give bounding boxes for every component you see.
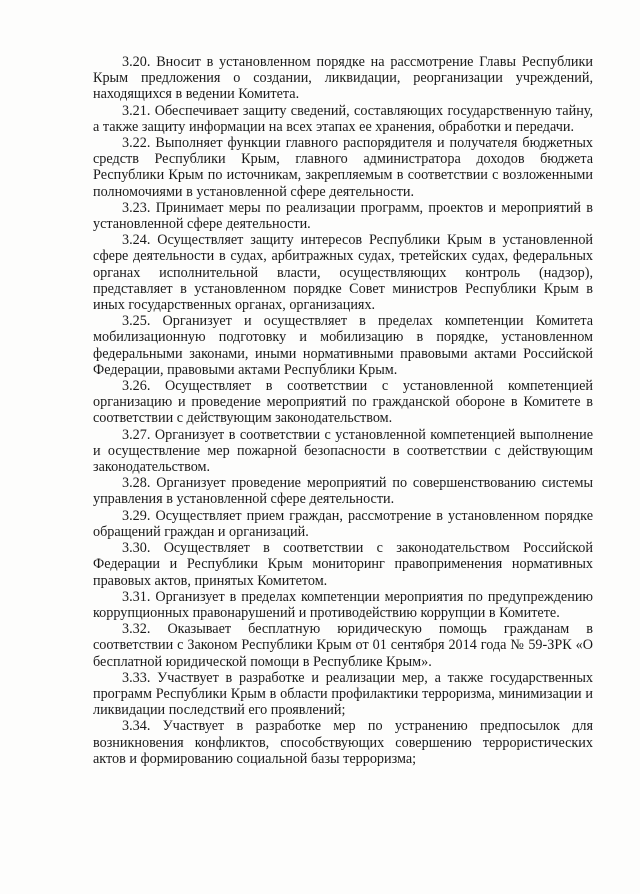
paragraph-3-24 (93, 232, 593, 313)
paragraph-number: 3.25. (122, 313, 151, 330)
paragraph-3-23 (93, 200, 593, 232)
paragraph-number: 3.31. (122, 588, 151, 605)
paragraph-text: Организует и осуществляет в пределах компетенции Комитета мобилизационную подготовку и мобилизацию в порядке, установленном федеральными законами, иными нормативными правовыми актами Российской Федерации, правовыми актами Республики Крым. (93, 313, 594, 378)
paragraph-number: 3.23. (122, 199, 151, 216)
paragraph-text: Организует проведение мероприятий по совершенствованию системы управления в установленной сфере деятельности. (93, 475, 593, 508)
paragraph-3-22 (93, 135, 593, 200)
paragraph-number: 3.34. (122, 718, 151, 735)
paragraph-text: Принимает меры по реализации программ, проектов и мероприятий в установленной сфере деятельности. (93, 199, 594, 233)
paragraph-3-20 (93, 54, 593, 103)
paragraph-number: 3.33. (122, 669, 151, 686)
paragraph-text: Осуществляет в соответствии с законодательством Российской Федерации и Республики Крым мониторинг правоприменения нормативных правовых актов, принятых Комитетом. (93, 540, 593, 589)
paragraph-text: Организует в пределах компетенции мероприятия по предупреждению коррупционных правонарушений и противодействию коррупции в Комитете. (93, 588, 594, 621)
paragraph-number: 3.30. (122, 540, 151, 557)
paragraph-3-30 (93, 540, 593, 589)
paragraph-3-34 (93, 718, 593, 767)
paragraph-number: 3.27. (122, 426, 151, 443)
paragraph-text: Организует в соответствии с установленной компетенцией выполнение и осуществление мер пожарной безопасности в соответствии с действующим законодательством. (93, 426, 593, 476)
paragraph-number: 3.28. (122, 475, 151, 492)
paragraph-text: Осуществляет защиту интересов Республики Крым в установленной сфере деятельности в судах, арбитражных судах, третейских судах, федеральных органах исполнительной власти, осуществляющих контроль (надзор), представляет в установленном порядке Совет министров Республики Крым в иных государственных органах, организациях. (93, 232, 594, 314)
document-body (93, 54, 593, 767)
paragraph-text: Осуществляет в соответствии с установленной компетенцией организацию и проведение мероприятий по гражданской обороне в Комитете в соответствии с действующим законодательством. (93, 378, 593, 427)
paragraph-number: 3.22. (122, 135, 151, 152)
paragraph-3-33 (93, 670, 593, 719)
paragraph-3-29 (93, 508, 593, 540)
paragraph-3-25 (93, 313, 593, 378)
paragraph-number: 3.20. (122, 54, 151, 70)
paragraph-number: 3.24. (122, 232, 151, 249)
paragraph-text: Вносит в установленном порядке на рассмотрение Главы Республики Крым предложения о создании, ликвидации, реорганизации учреждений, находящихся в ведении Комитета. (93, 54, 594, 103)
paragraph-3-27 (93, 427, 593, 476)
paragraph-text: Участвует в разработке мер по устранению предпосылок для возникновения конфликтов, способствующих совершению террористических актов и формированию социальной базы терроризма; (93, 718, 593, 767)
paragraph-text: Участвует в разработке и реализации мер, а также государственных программ Республики Крым в области профилактики терроризма, минимизации и ликвидации последствий его проявлений; (93, 669, 594, 719)
paragraph-3-31 (93, 589, 593, 621)
paragraph-text: Оказывает бесплатную юридическую помощь гражданам в соответствии с Законом Республики Крым от 01 сентября 2014 года № 59-ЗРК «О бесплатной юридической помощи в Республике Крым». (93, 621, 593, 670)
paragraph-number: 3.21. (122, 102, 151, 119)
paragraph-number: 3.26. (122, 378, 151, 395)
paragraph-3-21 (93, 103, 593, 135)
paragraph-3-26 (93, 378, 593, 427)
paragraph-number: 3.32. (122, 621, 151, 638)
paragraph-number: 3.29. (122, 507, 151, 524)
paragraph-3-28 (93, 475, 593, 507)
paragraph-text: Осуществляет прием граждан, рассмотрение в установленном порядке обращений граждан и организаций. (93, 507, 594, 540)
paragraph-text: Обеспечивает защиту сведений, составляющих государственную тайну, а также защиту информации на всех этапах ее хранения, обработки и передачи. (93, 102, 594, 135)
paragraph-text: Выполняет функции главного распорядителя и получателя бюджетных средств Республики Крым, главного администратора доходов бюджета Республики Крым по источникам, закрепляемым в соответствии с возложенными полномочиями в установленной сфере деятельности. (93, 135, 594, 200)
paragraph-3-32 (93, 621, 593, 670)
